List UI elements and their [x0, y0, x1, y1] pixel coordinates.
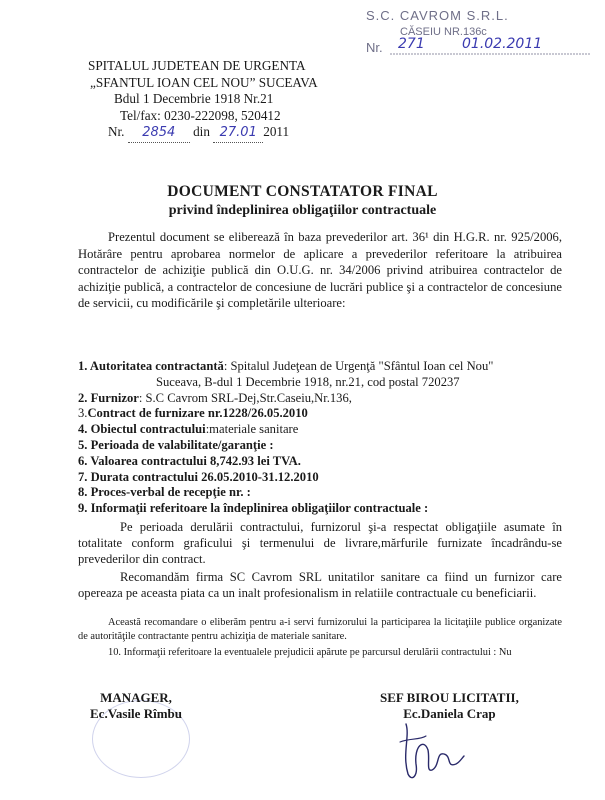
- items-list: [78, 359, 568, 517]
- registration-stamp: [362, 8, 598, 56]
- issuer-nr-label: Nr.: [108, 124, 125, 139]
- item-authority-address: Suceava, B-dul 1 Decembrie 1918, nr.21, cod postal 720237: [156, 374, 460, 389]
- document-title: [0, 183, 605, 219]
- paragraph-recommendation: [78, 570, 562, 602]
- issuer-address: Bdul 1 Decembrie 1918 Nr.21: [114, 91, 274, 106]
- title-main: DOCUMENT CONSTATATOR FINAL: [167, 183, 438, 200]
- item-obligations: [78, 501, 568, 517]
- manager-role: MANAGER,: [100, 690, 172, 705]
- paragraph-performance: [78, 520, 562, 567]
- note-recommendation: [78, 616, 562, 644]
- item-reception-text: 8. Proces-verbal de recepţie nr. :: [78, 485, 251, 500]
- item-validity-text: 5. Perioada de valabilitate/garanţie :: [78, 437, 274, 452]
- issuer-phone: Tel/fax: 0230-222098, 520412: [120, 107, 281, 123]
- issuer-din-value: 27.01: [213, 125, 263, 143]
- handwritten-signature: [396, 716, 466, 786]
- item-contract: [78, 406, 568, 422]
- paragraph-performance-text: Pe perioada derulării contractului, furnizorul şi-a respectat obligaţiile asumate în totalitate conform graficului şi termenului de livrare,mărfurile furnizate încadrându-se prevederilor din contract.: [78, 520, 562, 566]
- item-authority-label: 1. Autoritatea contractantă: [78, 359, 224, 373]
- item-authority-value: : Spitalul Judeţean de Urgenţă "Sfântul Ioan cel Nou": [223, 359, 494, 373]
- item-object-label: 4. Obiectul contractului: [78, 422, 206, 437]
- stamp-nr-label: Nr.: [366, 40, 383, 55]
- item-supplier-value: : S.C Cavrom SRL-Dej,Str.Caseiu,Nr.136,: [138, 390, 352, 405]
- issuer-reference: [88, 124, 388, 143]
- item-supplier-label: 2. Furnizor: [78, 390, 139, 405]
- stamp-address: CĂSEIU NR.136c: [400, 26, 487, 38]
- item-contract-value: Contract de furnizare nr.1228/26.05.2010: [87, 406, 308, 421]
- paragraph-recommendation-text: Recomandăm firma SC Cavrom SRL unitatilor sanitare ca fiind un furnizor care opereaza pe aceasta piata ca un inalt profesionalism in relatiile contractuale cu beneficiarii.: [78, 570, 562, 600]
- item-value-text: 6. Valoarea contractului 8,742.93 lei TVA.: [78, 453, 301, 468]
- item-authority: [78, 359, 568, 375]
- intro-text: Prezentul document se eliberează în baza prevederilor art. 36¹ din H.G.R. nr. 925/2006, Hotărâre pentru aprobarea normelor de aplicare a prevederilor referitoare la atribuirea contractelor de achiziţie publică din O.U.G. nr. 34/2006 privind atribuirea contractelor de achiziţie publică, a contractelor de concesiune de lucrări publice şi a contractelor de concesiune de servicii, cu modificările şi completările ulterioare:: [78, 230, 562, 310]
- note-prejudice-text: 10. Informaţii referitoare la eventualele prejudicii apărute pe parcursul derulării contractului : Nu: [108, 647, 512, 658]
- item-object: [78, 422, 568, 438]
- item-duration: [78, 470, 568, 486]
- title-sub: privind îndeplinirea obligaţiilor contractuale: [168, 203, 437, 218]
- item-supplier: [78, 391, 568, 407]
- licitatii-role: SEF BIROU LICITATII,: [380, 690, 519, 705]
- intro-paragraph: [78, 229, 562, 312]
- item-object-value: :materiale sanitare: [205, 422, 299, 437]
- licitatii-name: Ec.Daniela Crap: [403, 706, 496, 721]
- issuer-header: [88, 58, 388, 143]
- item-validity: [78, 438, 568, 454]
- issuer-year: 2011: [263, 124, 290, 139]
- stamp-date-value: 01.02.2011: [462, 36, 543, 52]
- stamp-nr-value: 271: [398, 36, 425, 52]
- note-prejudice: [78, 646, 562, 660]
- item-obligations-text: 9. Informaţii referitoare la îndeplinirea obligaţiilor contractuale :: [78, 501, 429, 516]
- stamp-company: S.C. CAVROM S.R.L.: [366, 8, 509, 23]
- issuer-subname: „SFANTUL IOAN CEL NOU” SUCEAVA: [90, 74, 318, 90]
- item-value: [78, 454, 568, 470]
- issuer-nr-value: 2854: [128, 125, 190, 143]
- note-recommendation-text: Această recomandare o eliberăm pentru a-i servi furnizorului la participarea la licitaţiile publice organizate de autorităţile contractante pentru achiziţia de materiale sanitare.: [78, 617, 562, 642]
- signature-block-manager: [90, 690, 182, 722]
- stamp-underline: [390, 52, 590, 56]
- item-reception: [78, 485, 568, 501]
- issuer-name: SPITALUL JUDETEAN DE URGENTA: [88, 58, 306, 73]
- item-contract-prefix: 3.: [78, 406, 88, 421]
- item-duration-text: 7. Durata contractului 26.05.2010-31.12.2010: [78, 469, 319, 484]
- issuer-din-label: din: [193, 124, 210, 139]
- manager-name: Ec.Vasile Rîmbu: [90, 706, 182, 721]
